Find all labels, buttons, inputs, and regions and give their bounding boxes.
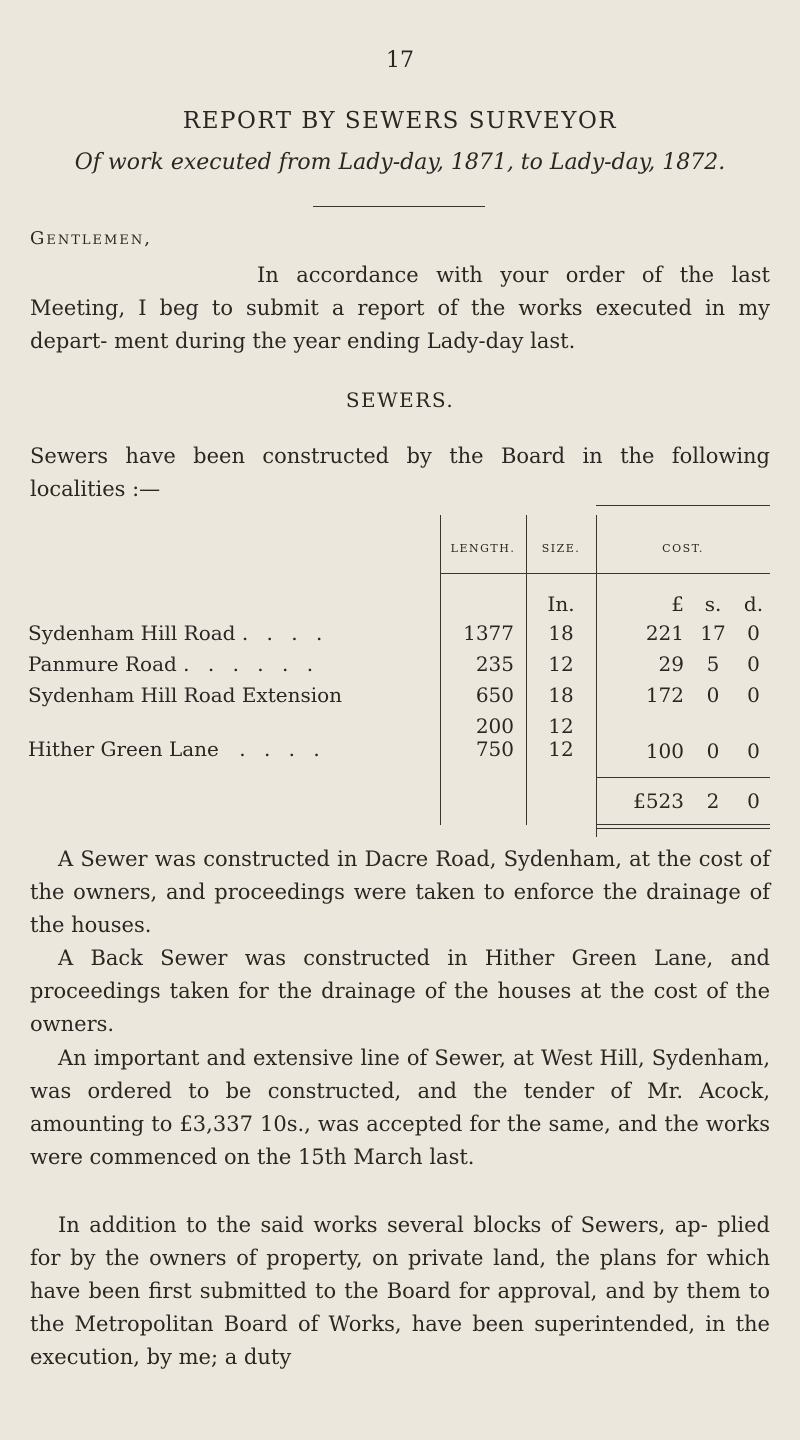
total-shillings: 2	[706, 789, 720, 813]
size-value: 18	[548, 683, 574, 707]
pence-value: 0	[747, 739, 760, 763]
sewers-table	[0, 505, 800, 835]
pounds-value: 221	[645, 621, 684, 645]
report-title: REPORT BY SEWERS SURVEYOR	[182, 108, 618, 134]
salutation: Gentlemen,	[30, 228, 152, 249]
pence-value: 0	[747, 621, 760, 645]
table-row	[28, 737, 326, 761]
size-value: 12	[548, 714, 574, 738]
pounds-value: 29	[658, 652, 684, 676]
locality-name: Panmure Road	[28, 652, 177, 676]
intro-paragraph: In accordance with your order of the last Meeting, I beg to submit a report of the works executed in my depart- ment during the year ending Lady-day last.	[30, 263, 770, 353]
shillings-value: 5	[706, 652, 720, 676]
unit-pounds: £	[671, 592, 684, 616]
total-rule	[596, 777, 770, 778]
dot-leader: . . . .	[239, 737, 326, 761]
header-size: SIZE.	[541, 542, 581, 555]
body-paragraph: A Sewer was constructed in Dacre Road, Sydenham, at the cost of the owners, and proceedings were taken to enforce the drainage of the houses.	[30, 847, 770, 937]
body-paragraph: A Back Sewer was constructed in Hither Green Lane, and proceedings taken for the drainage of the houses at the cost of the owners.	[30, 946, 770, 1036]
shillings-value: 0	[706, 683, 720, 707]
locality-name: Sydenham Hill Road	[28, 621, 236, 645]
cost-top-rule	[596, 505, 770, 506]
table-row	[28, 683, 342, 707]
length-value: 235	[475, 652, 514, 676]
size-value: 12	[548, 652, 574, 676]
header-rule	[440, 573, 770, 574]
length-value: 200	[475, 714, 514, 738]
pounds-value: 100	[645, 739, 684, 763]
section-intro: Sewers have been constructed by the Board in the following localities :—	[30, 444, 770, 501]
report-subtitle: Of work executed from Lady-day, 1871, to Lady-day, 1872.	[74, 150, 726, 175]
size-value: 12	[548, 737, 574, 761]
pence-value: 0	[747, 683, 760, 707]
unit-inches: In.	[547, 592, 575, 616]
body-paragraph: In addition to the said works several blocks of Sewers, ap- plied for by the owners of property, on private land, the plans for which have been first submitted to the Board for approval, and by them to the Metropolitan Board of Works, have been superintended, in the execution, by me; a duty	[30, 1213, 770, 1369]
locality-name: Sydenham Hill Road Extension	[28, 683, 343, 707]
size-value: 18	[548, 621, 574, 645]
header-length: LENGTH.	[450, 542, 516, 555]
unit-shillings: s.	[704, 592, 722, 616]
title-divider	[313, 206, 485, 207]
body-paragraph: An important and extensive line of Sewer, at West Hill, Sydenham, was ordered to be constructed, and the tender of Mr. Acock, amounting to £3,337 10s., was accepted for the same, and the works were commenced on the 15th March last.	[30, 1046, 770, 1169]
total-pence: 0	[747, 789, 760, 813]
pence-value: 0	[747, 652, 760, 676]
total-pounds: £523	[633, 789, 684, 813]
length-value: 1377	[463, 621, 514, 645]
double-rule-bottom	[596, 828, 770, 829]
shillings-value: 17	[700, 621, 726, 645]
table-row	[28, 652, 319, 676]
length-value: 750	[475, 737, 514, 761]
locality-name: Hither Green Lane	[28, 737, 219, 761]
double-rule-top	[596, 824, 770, 825]
table-row	[28, 621, 328, 645]
shillings-value: 0	[706, 739, 720, 763]
length-value: 650	[475, 683, 514, 707]
dot-leader: . . . . . .	[183, 652, 320, 676]
dot-leader: . . . .	[241, 621, 329, 645]
pounds-value: 172	[645, 683, 684, 707]
header-cost: COST.	[662, 542, 704, 555]
unit-pence: d.	[743, 592, 764, 616]
section-heading: SEWERS.	[345, 388, 455, 412]
page-number: 17	[386, 48, 414, 73]
